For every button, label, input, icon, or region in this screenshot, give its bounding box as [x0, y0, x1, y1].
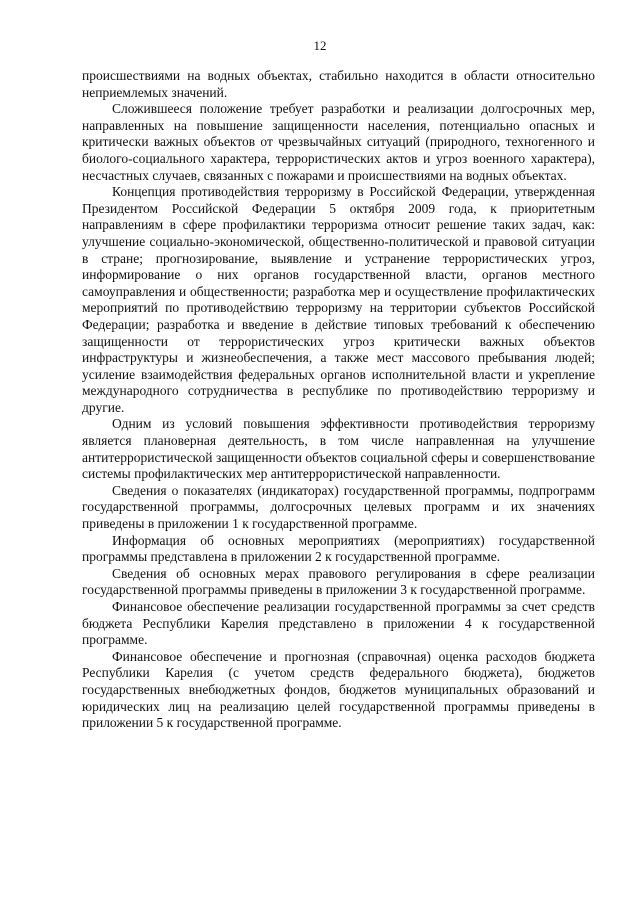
paragraph-continuation: происшествиями на водных объектах, стабильно находится в области относительно неприемлемых значений.	[82, 68, 595, 100]
page-number: 12	[313, 38, 327, 53]
paragraph-appendix-2: Информация об основных мероприятиях (мероприятиях) государственной программы представлена в приложении 2 к государственной программе.	[82, 532, 595, 565]
paragraph-terrorism-concept: Концепция противодействия терроризму в Российской Федерации, утвержденная Президентом Российской Федерации 5 октября 2009 года, к приоритетным направлениям в сфере профилактики терроризма относит решение таких задач, как: улучшение социально-экономической, общественно-политической и правовой ситуации в стране; прогнозирование, выявление и устранение террористических угроз, информирование о них органов государственной власти, органов местного самоуправления и общественности; разработка мер и осуществление профилактических мероприятий по противодействию терроризму на территории субъектов Российской Федерации; разработка и введение в действие типовых требований к обеспечению защищенности от террористических угроз критически важных объектов инфраструктуры и жизнеобеспечения, а также мест массового пребывания людей; усиление взаимодействия федеральных органов исполнительной власти и укрепление международного сотрудничества в республике по противодействию терроризму и другие.	[82, 184, 595, 415]
main-text	[82, 68, 595, 732]
paragraph-appendix-1: Сведения о показателях (индикаторах) государственной программы, подпрограмм государственной программы, долгосрочных целевых программ и их значениях приведены в приложении 1 к государственной программе.	[82, 482, 595, 532]
paragraph-situation-measures: Сложившееся положение требует разработки и реализации долгосрочных мер, направленных на повышение защищенности населения, потенциально опасных и критически важных объектов от чрезвычайных ситуаций (природного, техногенного и биолого-социального характера, террористических актов и угроз военного характера), несчастных случаев, связанных с пожарами и происшествиями на водных объектах.	[82, 101, 595, 183]
paragraph-appendix-5: Финансовое обеспечение и прогнозная (справочная) оценка расходов бюджета Республики Карелия (с учетом средств федерального бюджета), бюджетов государственных внебюджетных фондов, бюджетов муниципальных образований и юридических лиц на реализацию целей государственной программы приведены в приложении 5 к государственной программе.	[82, 648, 595, 731]
paragraph-appendix-3: Сведения об основных мерах правового регулирования в сфере реализации государственной программы приведены в приложении 3 к государственной программе.	[82, 565, 595, 598]
paragraph-efficiency-conditions: Одним из условий повышения эффективности противодействия терроризму является плановерная деятельность, в том числе направленная на улучшение антитеррористической защищенности объектов социальной сферы и совершенствование системы профилактических мер антитеррористической направленности.	[82, 416, 595, 482]
paragraph-appendix-4: Финансовое обеспечение реализации государственной программы за счет средств бюджета Республики Карелия представлено в приложении 4 к государственной программе.	[82, 599, 595, 648]
